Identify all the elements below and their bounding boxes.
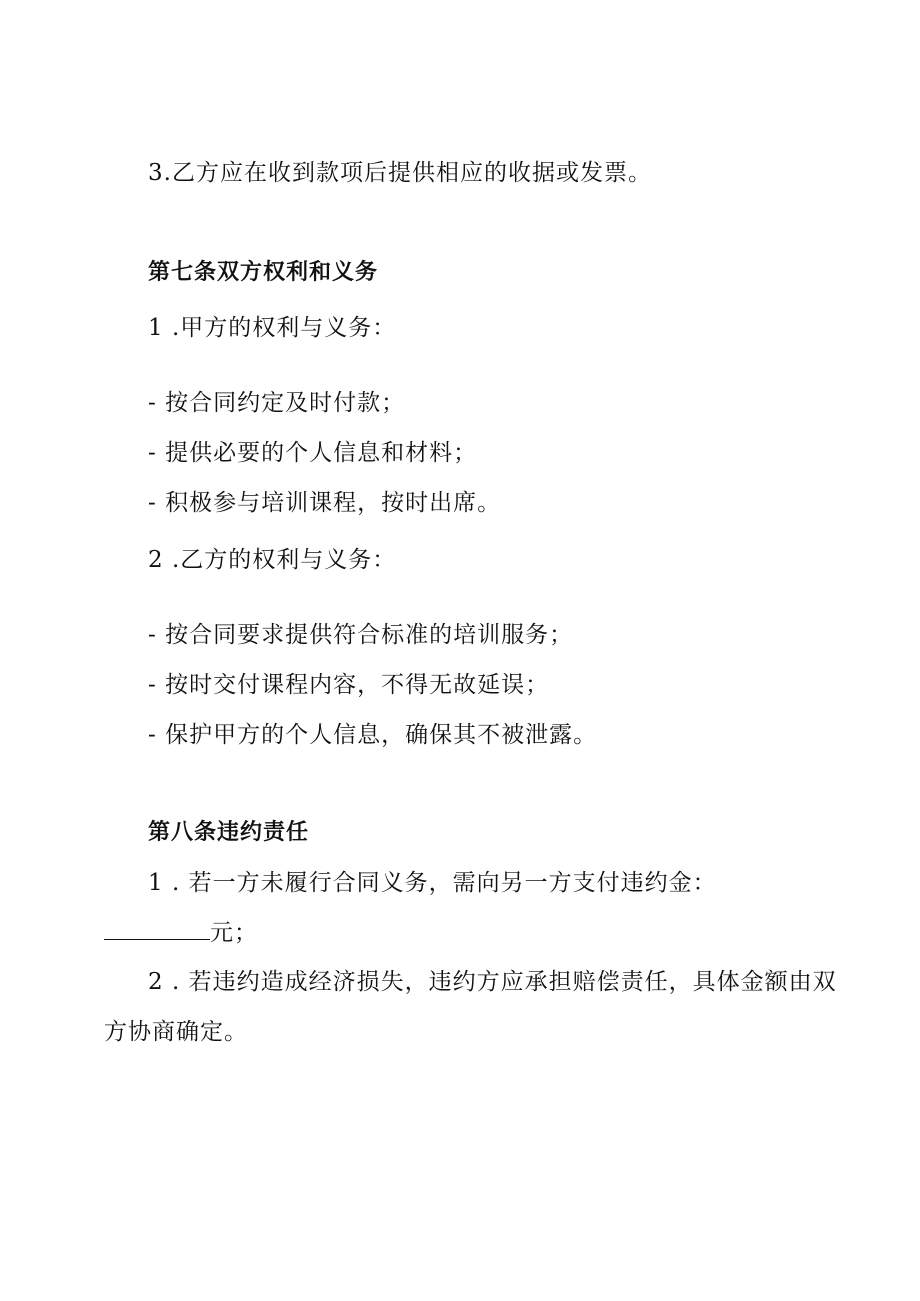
party-a-rights-title: 1 .甲方的权利与义务： [148,315,397,341]
penalty-amount-line [104,917,258,948]
article-7-heading: 第七条双方权利和义务 [148,260,379,285]
article-8-heading: 第八条违约责任 [148,820,310,845]
party-b-item-3: - 保护甲方的个人信息，确保其不被泄露。 [148,722,598,748]
party-a-item-2: - 提供必要的个人信息和材料； [148,440,478,466]
breach-clause-2-line-1: 2 . 若违约造成经济损失，违约方应承担赔偿责任，具体金额由双 [148,969,837,995]
penalty-amount-blank [104,917,210,940]
party-b-rights-title: 2 .乙方的权利与义务： [148,547,397,573]
party-a-item-1: - 按合同约定及时付款； [148,390,406,416]
payment-clause-3: 3.乙方应在收到款项后提供相应的收据或发票。 [148,160,652,186]
party-b-item-2: - 按时交付课程内容，不得无故延误； [148,672,550,698]
party-b-item-1: - 按合同要求提供符合标准的培训服务； [148,622,574,648]
breach-clause-2-line-2: 方协商确定。 [104,1019,248,1045]
breach-clause-1: 1 . 若一方未履行合同义务，需向另一方支付违约金： [148,870,717,896]
penalty-amount-unit: 元； [210,920,258,946]
party-a-item-3: - 积极参与培训课程，按时出席。 [148,490,502,516]
